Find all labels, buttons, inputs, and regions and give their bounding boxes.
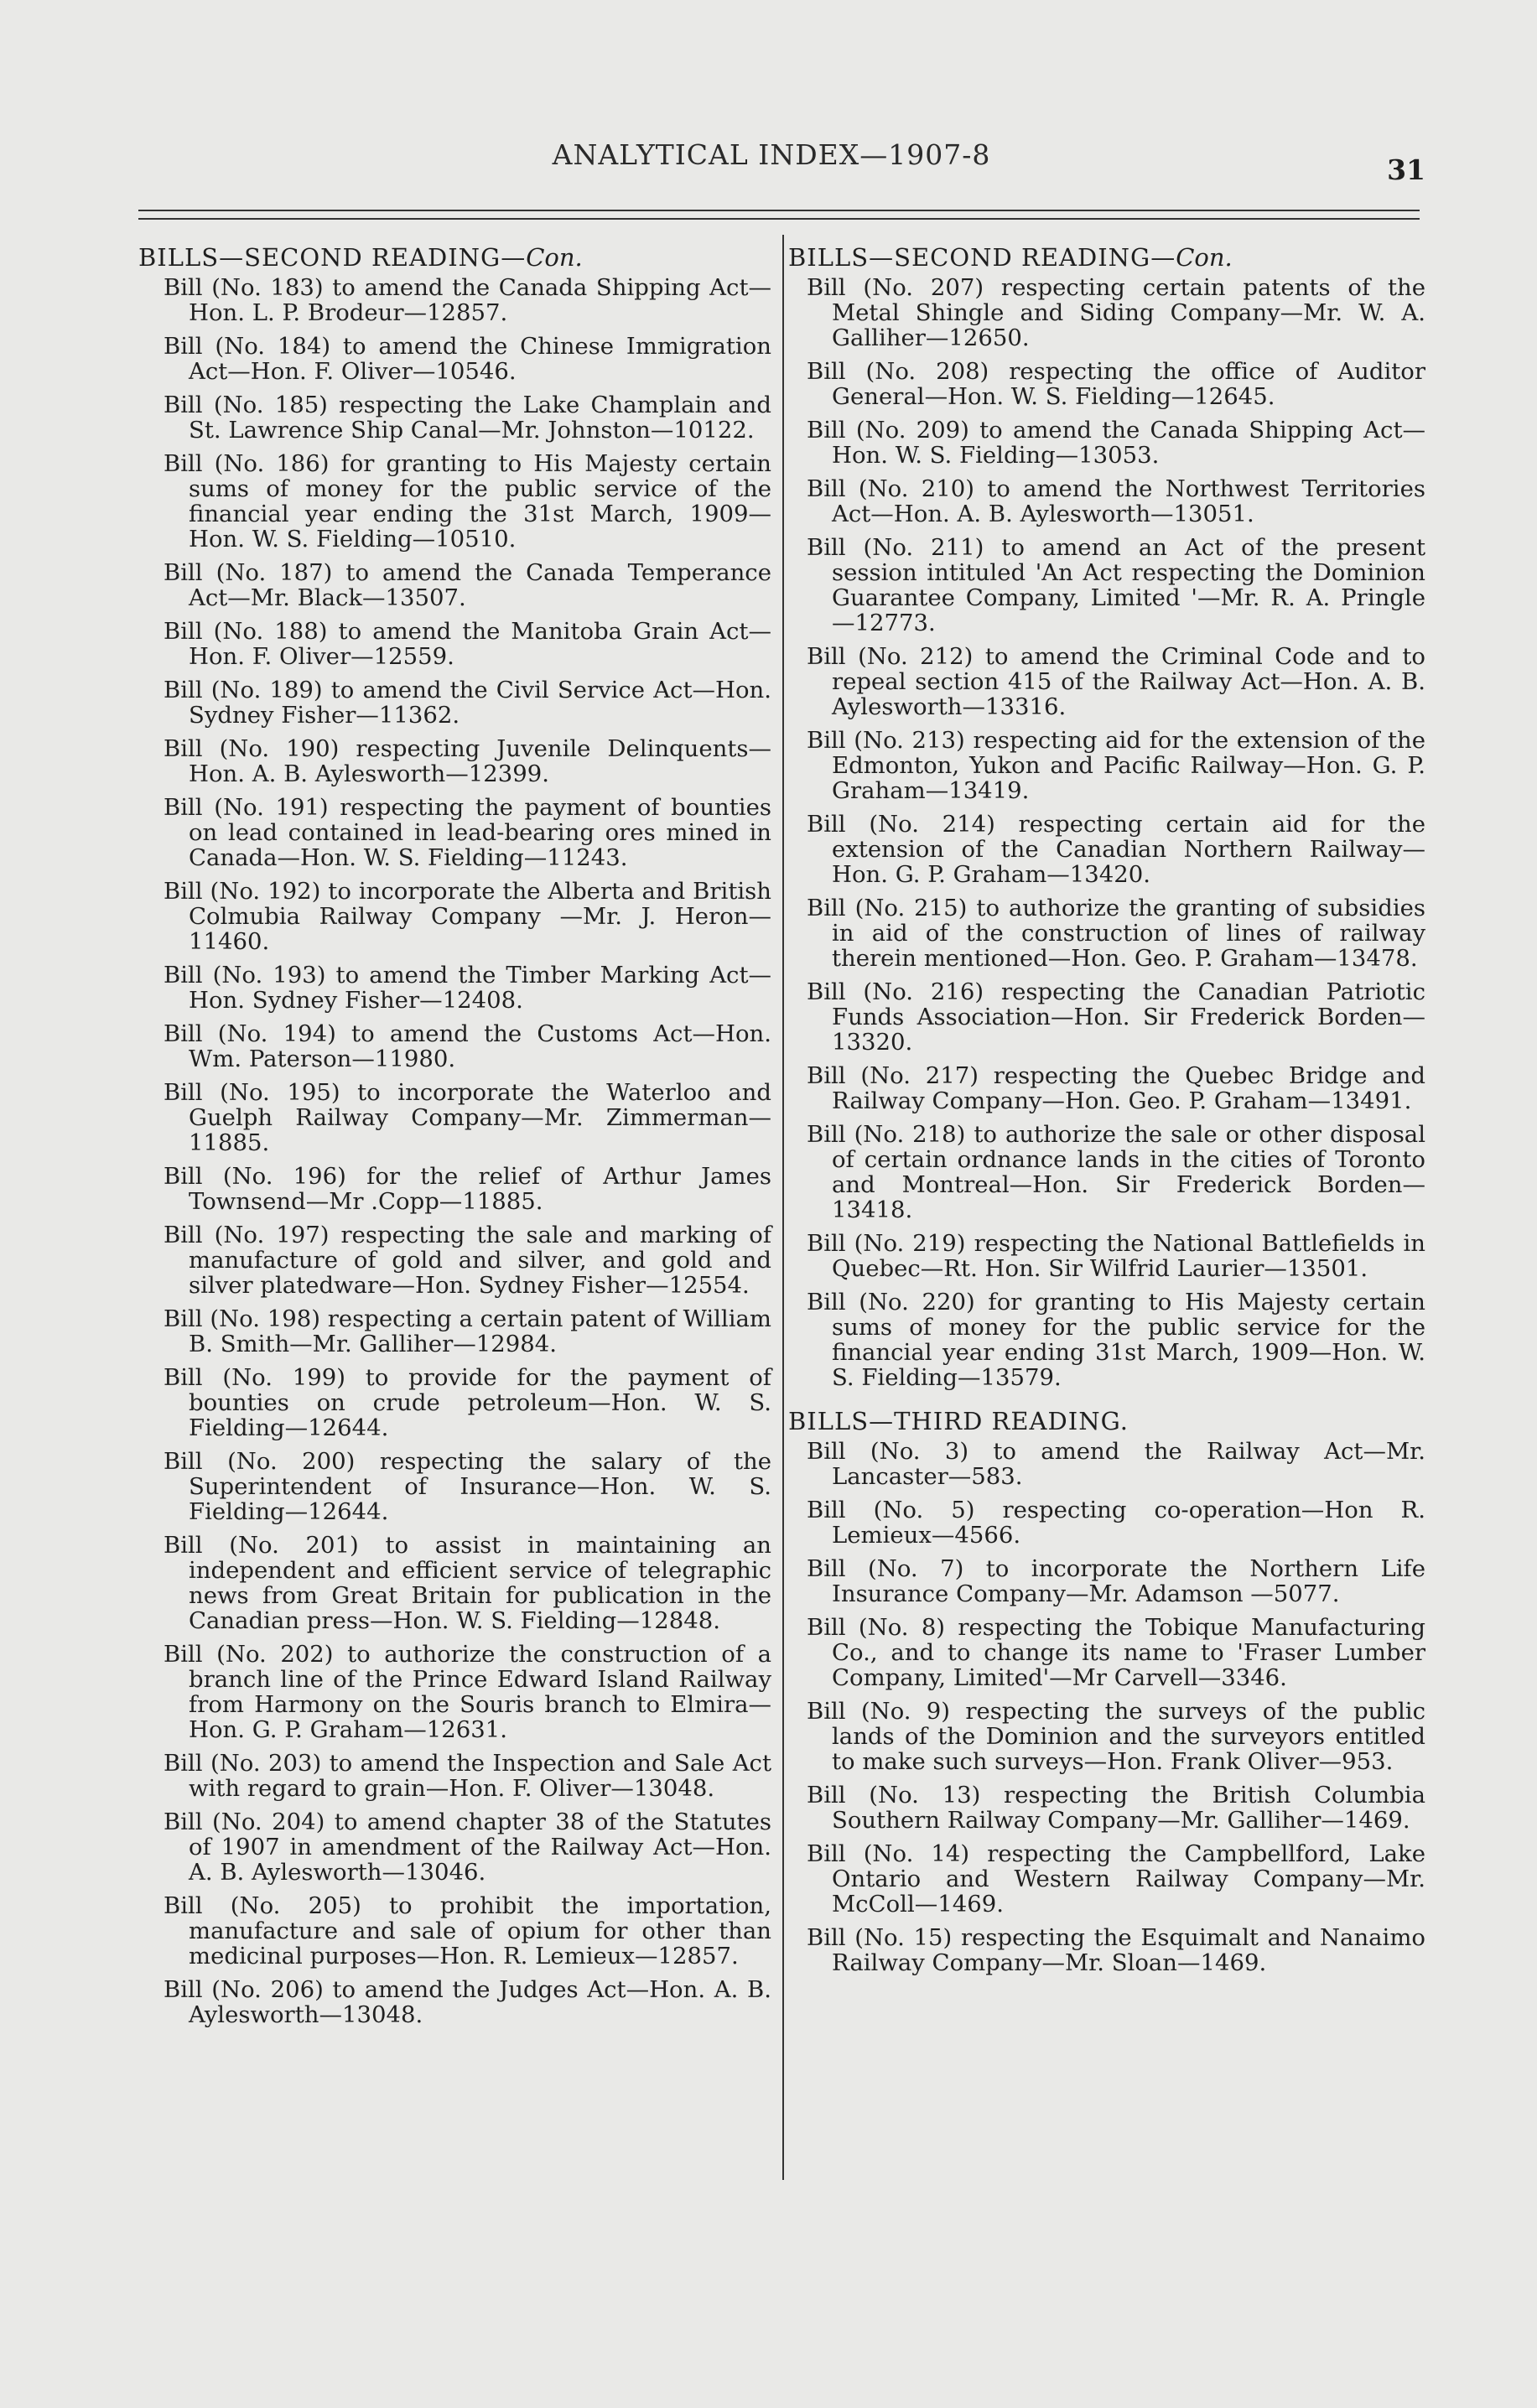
index-entry: Bill (No. 9) respecting the surveys of the public lands of the Dominion and the surveyors entitled to make such surveys—Hon. Frank Oliver—953. [807,1698,1425,1775]
right-column [788,245,1425,1984]
index-entry: Bill (No. 195) to incorporate the Waterloo and Guelph Railway Company—Mr. Zimmerman—11885. [164,1079,771,1156]
section-heading [138,245,771,270]
index-entry: Bill (No. 183) to amend the Canada Shipping Act—Hon. L. P. Brodeur—12857. [164,274,771,326]
index-entry: Bill (No. 211) to amend an Act of the present session intituled 'An Act respecting the Dominion Guarantee Company, Limited '—Mr. R. A. Pringle—12773. [807,534,1425,636]
index-entry: Bill (No. 196) for the relief of Arthur James Townsend—Mr .Copp—11885. [164,1163,771,1215]
index-entry: Bill (No. 207) respecting certain patents of the Metal Shingle and Siding Company—Mr. W. A. Galliher—12650. [807,274,1425,351]
index-entry: Bill (No. 193) to amend the Timber Marking Act—Hon. Sydney Fisher—12408. [164,962,771,1014]
index-entry: Bill (No. 206) to amend the Judges Act—Hon. A. B. Aylesworth—13048. [164,1976,771,2028]
index-entry: Bill (No. 14) respecting the Campbellford, Lake Ontario and Western Railway Company—Mr. McColl—1469. [807,1840,1425,1918]
index-entry: Bill (No. 189) to amend the Civil Service Act—Hon. Sydney Fisher—11362. [164,677,771,729]
index-entry: Bill (No. 201) to assist in maintaining an independent and efficient service of telegraphic news from Great Britain for publication in the Canadian press—Hon. W. S. Fielding—12848. [164,1532,771,1634]
index-entry: Bill (No. 204) to amend chapter 38 of the Statutes of 1907 in amendment of the Railway Act—Hon. A. B. Aylesworth—13046. [164,1809,771,1886]
index-entry: Bill (No. 215) to authorize the granting of subsidies in aid of the construction of lines of railway therein mentioned—Hon. Geo. P. Graham—13478. [807,895,1425,972]
index-entry: Bill (No. 7) to incorporate the Northern Life Insurance Company—Mr. Adamson —5077. [807,1555,1425,1607]
index-entry: Bill (No. 212) to amend the Criminal Code and to repeal section 415 of the Railway Act—Hon. A. B. Aylesworth—13316. [807,643,1425,720]
left-column [138,245,771,2036]
index-entry: Bill (No. 198) respecting a certain patent of William B. Smith—Mr. Galliher—12984. [164,1305,771,1357]
index-entry: Bill (No. 8) respecting the Tobique Manufacturing Co., and to change its name to 'Fraser Lumber Company, Limited'—Mr Carvell—3346. [807,1614,1425,1691]
index-entry: Bill (No. 205) to prohibit the importation, manufacture and sale of opium for other than medicinal purposes—Hon. R. Lemieux—12857. [164,1892,771,1969]
section-heading-con: Con. [1176,243,1233,272]
page-header-title: ANALYTICAL INDEX—1907-8 [552,138,991,171]
index-entry: Bill (No. 220) for granting to His Majesty certain sums of money for the public service for the financial year ending 31st March, 1909—Hon. W. S. Fielding—13579. [807,1289,1425,1391]
index-entry: Bill (No. 192) to incorporate the Alberta and British Colmubia Railway Company —Mr. J. Heron—11460. [164,878,771,955]
section-heading-third-reading: BILLS—THIRD READING. [788,1407,1129,1435]
section-heading [788,245,1425,270]
index-entry: Bill (No. 3) to amend the Railway Act—Mr. Lancaster—583. [807,1438,1425,1490]
index-entry: Bill (No. 187) to amend the Canada Temperance Act—Mr. Black—13507. [164,559,771,611]
index-entry: Bill (No. 217) respecting the Quebec Bridge and Railway Company—Hon. Geo. P. Graham—13491. [807,1062,1425,1114]
index-entry: Bill (No. 200) respecting the salary of the Superintendent of Insurance—Hon. W. S. Fielding—12644. [164,1448,771,1525]
index-entry: Bill (No. 203) to amend the Inspection and Sale Act with regard to grain—Hon. F. Oliver—13048. [164,1750,771,1802]
index-entry: Bill (No. 214) respecting certain aid for the extension of the Canadian Northern Railway—Hon. G. P. Graham—13420. [807,811,1425,888]
index-entry: Bill (No. 186) for granting to His Majesty certain sums of money for the public service of the financial year ending the 31st March, 1909—Hon. W. S. Fielding—10510. [164,450,771,553]
index-entry: Bill (No. 184) to amend the Chinese Immigration Act—Hon. F. Oliver—10546. [164,333,771,385]
index-entry: Bill (No. 5) respecting co-operation—Hon R. Lemieux—4566. [807,1497,1425,1549]
index-entry: Bill (No. 199) to provide for the payment of bounties on crude petroleum—Hon. W. S. Fielding—12644. [164,1364,771,1441]
entry-list [138,275,771,2027]
section-heading-text: BILLS—SECOND READING— [138,243,527,272]
index-entry: Bill (No. 208) respecting the office of Auditor General—Hon. W. S. Fielding—12645. [807,358,1425,410]
index-entry: Bill (No. 210) to amend the Northwest Territories Act—Hon. A. B. Aylesworth—13051. [807,475,1425,527]
index-entry: Bill (No. 197) respecting the sale and marking of manufacture of gold and silver, and gold and silver platedware—Hon. Sydney Fisher—12554. [164,1222,771,1299]
index-entry: Bill (No. 188) to amend the Manitoba Grain Act—Hon. F. Oliver—12559. [164,618,771,670]
index-entry: Bill (No. 185) respecting the Lake Champlain and St. Lawrence Ship Canal—Mr. Johnston—10122. [164,392,771,444]
index-entry: Bill (No. 216) respecting the Canadian Patriotic Funds Association—Hon. Sir Frederick Borden—13320. [807,978,1425,1056]
index-entry: Bill (No. 213) respecting aid for the extension of the Edmonton, Yukon and Pacific Railway—Hon. G. P. Graham—13419. [807,727,1425,804]
entry-list [788,1439,1425,1975]
section-heading-con: Con. [526,243,583,272]
header-double-rule [138,210,1420,220]
index-entry: Bill (No. 191) respecting the payment of bounties on lead contained in lead-bearing ores mined in Canada—Hon. W. S. Fielding—11243. [164,794,771,871]
entry-list [788,275,1425,1390]
column-divider [782,235,784,2180]
index-entry: Bill (No. 218) to authorize the sale or other disposal of certain ordnance lands in the cities of Toronto and Montreal—Hon. Sir Frederick Borden—13418. [807,1121,1425,1223]
index-entry: Bill (No. 190) respecting Juvenile Delinquents—Hon. A. B. Aylesworth—12399. [164,735,771,787]
index-entry: Bill (No. 202) to authorize the construction of a branch line of the Prince Edward Island Railway from Harmony on the Souris branch to Elmira—Hon. G. P. Graham—12631. [164,1641,771,1743]
index-entry: Bill (No. 194) to amend the Customs Act—Hon. Wm. Paterson—11980. [164,1020,771,1072]
section-heading-text: BILLS—SECOND READING— [788,243,1176,272]
index-entry: Bill (No. 209) to amend the Canada Shipping Act—Hon. W. S. Fielding—13053. [807,417,1425,469]
index-entry: Bill (No. 13) respecting the British Columbia Southern Railway Company—Mr. Galliher—1469. [807,1782,1425,1834]
index-entry: Bill (No. 219) respecting the National Battlefields in Quebec—Rt. Hon. Sir Wilfrid Laurier—13501. [807,1230,1425,1282]
index-entry: Bill (No. 15) respecting the Esquimalt and Nanaimo Railway Company—Mr. Sloan—1469. [807,1924,1425,1976]
page-number: 31 [1387,153,1425,186]
